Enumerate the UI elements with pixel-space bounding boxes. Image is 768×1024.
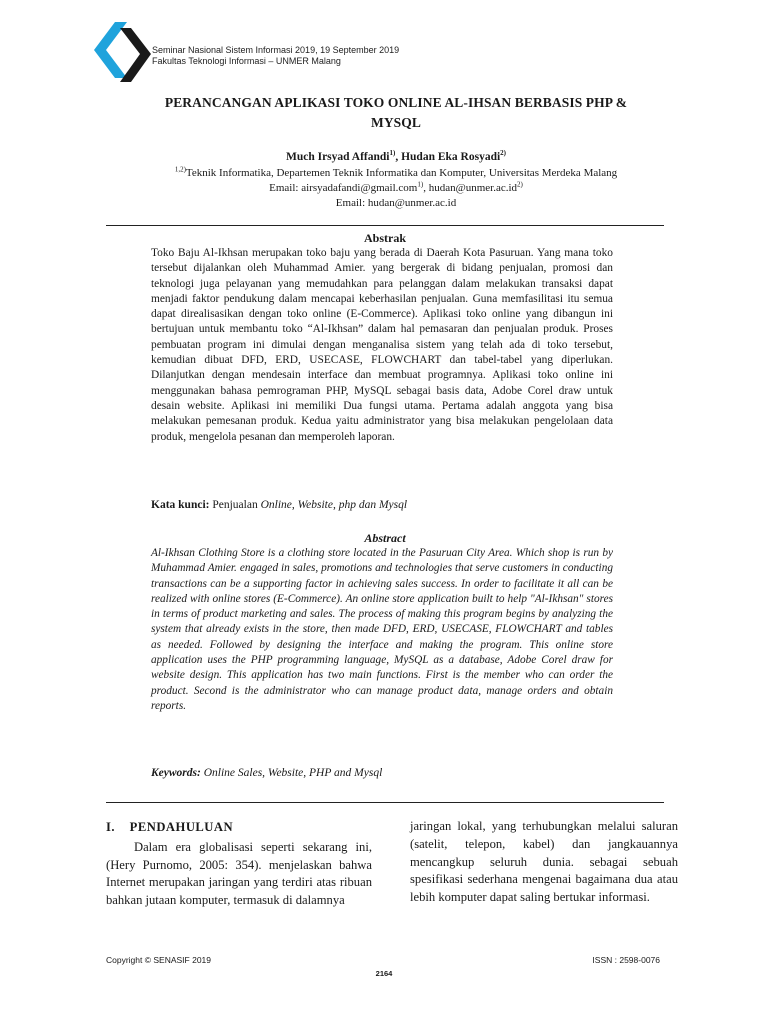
author-2-mark: 2) [500,149,507,158]
copyright: Copyright © SENASIF 2019 [106,955,212,965]
author-list [108,151,684,163]
author-separator: , [395,151,402,163]
kata-kunci-terms: Online, Website, php dan Mysql [260,499,408,511]
keywords-label: Keywords: [151,767,201,779]
email-line-2: Email: hudan@unmer.ac.id [335,197,457,209]
keywords [151,767,382,779]
kata-kunci [151,499,407,511]
issn: ISSN : 2598-0076 [592,955,660,965]
author-1: Much Irsyad Affandi [285,151,390,163]
column-right [410,818,678,907]
column-left [106,819,372,910]
divider-top [106,225,664,226]
paper-title [108,93,684,133]
senasif-logo-icon [93,20,151,84]
intro-paragraph-right: jaringan lokal, yang terhubungkan melalui saluran (satelit, telepon, kabel) dan jangkauannya mencangkup seluruh dunia. sebagai sebuah spesifikasi sederhana mengenai bagaimana dua atau lebih komputer dapat saling bertukar informasi. [410,819,678,905]
abstract-heading: Abstract [364,531,406,545]
intro-paragraph-left: Dalam era globalisasi seperti sekarang ini, (Hery Purnomo, 2005: 354). menjelaskan bahwa Internet merupakan jaringan yang terdiri atas ribuan bahkan jutaan komputer, termasuk di dalamnya [106,839,372,908]
abstract-body: Al-Ikhsan Clothing Store is a clothing store located in the Pasuruan City Area. Which shop is run by Muhammad Amier. engaged in sales, promotions and technologies that serve customers in conducting transactions can be a supporting factor in achieving sales success. In order to facilitate it all can be realized with online stores (E-Commerce). An online store application built to help "Al-Ikhsan" stores in terms of product marketing and sales. The process of making this program begins by analyzing the system that already exists in the store, then made DFD, ERD, USECASE, FLOWCHART and tables as needed. Followed by designing the interface and making the program. This online store application uses the PHP programming language, MySQL as a database, Adobe Corel draw for website design. This application has two main functions. First is the member who can order the product. Second is the administrator who can manage product data, manage orders and obtain reports. [151,547,613,712]
page-number: 2164 [375,969,393,978]
divider-bottom [106,802,664,803]
email-line-1 [108,181,684,196]
abstrak-heading: Abstrak [363,231,406,245]
faculty-name: Fakultas Teknologi Informasi – UNMER Malang [152,56,341,66]
kata-kunci-plain: Penjualan [209,499,261,511]
keywords-terms: Online Sales, Website, PHP and Mysql [200,767,383,779]
abstrak-body: Toko Baju Al-Ikhsan merupakan toko baju yang berada di Daerah Kota Pasuruan. Yang mana toko tersebut dijalankan oleh Muhammad Amier. yang bergerak di bidang penjualan, promosi dan teknologi juga pelayanan yang memudahkan para pelanggan dalam melakukan transaksi dapat menjadi faktor pendukung dalam mencapai keberhasilan penjualan. Guna memfasilitasi itu semua dapat direalisasikan dengan toko online (E-Commerce). Aplikasi toko online yang dibangun ini bertujuan untuk membantu toko “Al-Ikhsan” dalam hal pemasaran dan penjualan produk. Proses pembuatan program ini dimulai dengan menganalisa sistem yang telah ada di toko tersebut, kemudian dibuat DFD, ERD, USECASE, FLOWCHART dan tabel-tabel yang diperlukan. Dilanjutkan dengan mendesain interface dan membuat programnya. Aplikasi toko online ini menggunakan bahasa pemrograman PHP, MySQL sebagai basis data, Adobe Corel draw untuk desain website. Aplikasi ini memiliki Dua fungsi utama. Pertama adalah anggota yang bisa melakukan pemesanan produk. Kedua yaitu administrator yang bisa melakukan pengelolaan data produk, mengelola pesanan dan memperoleh laporan. [151,247,613,443]
kata-kunci-label: Kata kunci: [151,499,210,511]
title-line-1: PERANCANGAN APLIKASI TOKO ONLINE AL-IHSAN BERBASIS PHP & [164,95,628,110]
affiliation-mark: 1,2) [174,165,186,174]
email-1: Email: airsyadafandi@gmail.com [269,182,418,194]
title-line-2: MYSQL [370,115,421,130]
email-1-mark: 1) [417,180,424,189]
author-1-mark: 1) [389,149,396,158]
section-heading: I. PENDAHULUAN [106,820,234,834]
email-2-mark: 2) [517,180,523,189]
conference-name: Seminar Nasional Sistem Informasi 2019, 19 September 2019 [152,45,400,55]
affiliation-line [108,166,684,181]
conference-header [152,45,399,67]
affiliation-block [108,166,684,211]
email-2: , hudan@unmer.ac.id [423,182,518,194]
affiliation-text: Teknik Informatika, Departemen Teknik Informatika dan Komputer, Universitas Merdeka Malang [185,167,618,179]
author-2: Hudan Eka Rosyadi [401,151,501,163]
